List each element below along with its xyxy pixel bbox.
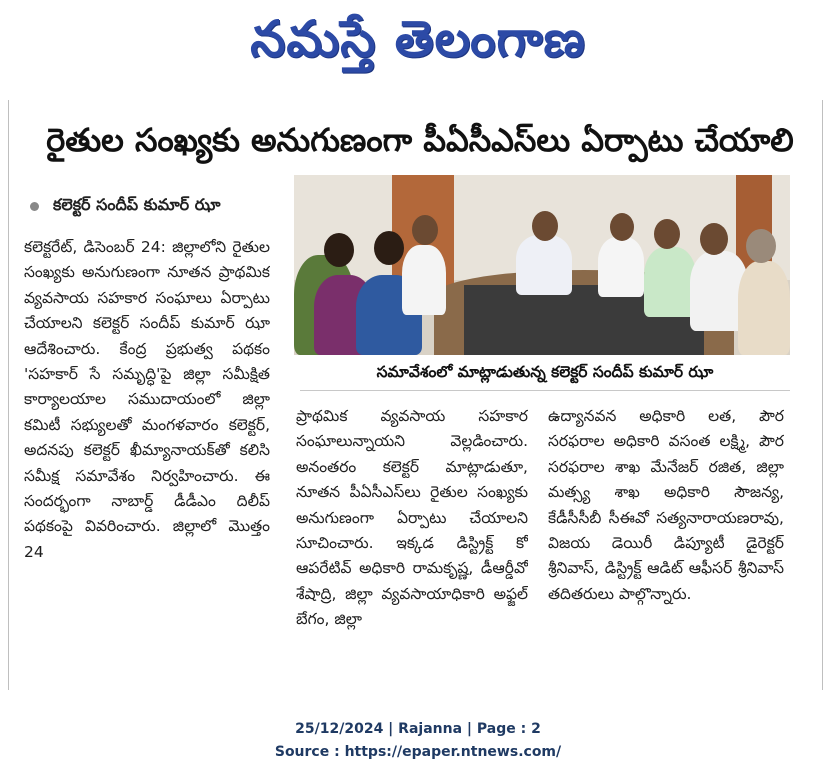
article-headline: రైతుల సంఖ్యకు అనుగుణంగా పీఏసీఎస్‌లు ఏర్పాటు చేయాలి <box>46 121 794 159</box>
masthead <box>0 0 836 90</box>
right-border-rule <box>822 100 823 690</box>
article-photo <box>294 175 790 355</box>
footer-date-line: 25/12/2024 | Rajanna | Page : 2 <box>295 721 541 737</box>
article-column-2: ప్రాథమిక వ్యవసాయ సహకార సంఘాలున్నాయని వెల్లడించారు. అనంతరం కలెక్టర్ మాట్లాడుతూ, నూతన పీఏసీఎస్‌లు రైతుల సంఖ్యకు అనుగుణంగా ఏర్పాటు చేయాలని సూచించారు. ఇక్కడ డిస్ట్రిక్ట్ కో ఆపరేటివ్ అధికారి రామకృష్ణ, డీఆర్డీవో శేషాద్రి, జిల్లా వ్యవసాయాధికారి అఫ్జల్ బేగం, జిల్లా <box>296 407 528 629</box>
byline-text: కలెక్టర్ సందీప్ కుమార్ ఝా <box>53 194 221 214</box>
footer-source-line: Source : https://epaper.ntnews.com/ <box>274 744 562 760</box>
article-column-1: కలెక్టరేట్, డిసెంబర్ 24: జిల్లాలోని రైతుల సంఖ్యకు అనుగుణంగా నూతన ప్రాథమిక వ్యవసాయ సహకార సంఘాలు ఏర్పాటు చేయాలని కలెక్టర్ సందీప్ కుమార్ ఝా ఆదేశించారు. కేంద్ర ప్రభుత్వ పథకం 'సహకార్ సే సమృద్ధి'పై జిల్లా సమీక్షిత కార్యాలయాల సముదాయంలో జిల్లా కమిటీ సభ్యులతో మంగళవారం కలెక్టర్, అదనపు కలెక్టర్ ఖీమ్యానాయక్‌తో కలిసి సమీక్ష సమావేశం నిర్వహించారు. ఈ సందర్భంగా నాబార్డ్ డీడీఎం దిలీప్ పథకంపై వివరించారు. జిల్లాలో మొత్తం 24 <box>24 238 270 561</box>
article-column-3: ఉద్యానవన అధికారి లత, పౌర సరఫరాల అధికారి వసంత లక్ష్మి, పౌర సరఫరాల శాఖ మేనేజర్ రజిత, జిల్లా మత్స్య శాఖ అధికారి సౌజన్య, కేడీసీసీబీ సీఈవో సత్యనారాయణరావు, విజయ డెయిరీ డిప్యూటీ డైరెక్టర్ శ్రీనివాస్, డిస్ట్రిక్ట్ ఆడిట్ ఆఫీసర్ శ్రీనివాస్ తదితరులు పాల్గొన్నారు. <box>548 407 784 603</box>
article-byline <box>30 194 280 218</box>
masthead-title: నమస్తే తెలంగాణ <box>250 9 586 68</box>
left-border-rule <box>8 100 9 690</box>
photo-caption: సమావేశంలో మాట్లాడుతున్న కలెక్టర్ సందీప్ కుమార్ ఝా <box>300 358 790 391</box>
bullet-icon <box>30 202 39 211</box>
